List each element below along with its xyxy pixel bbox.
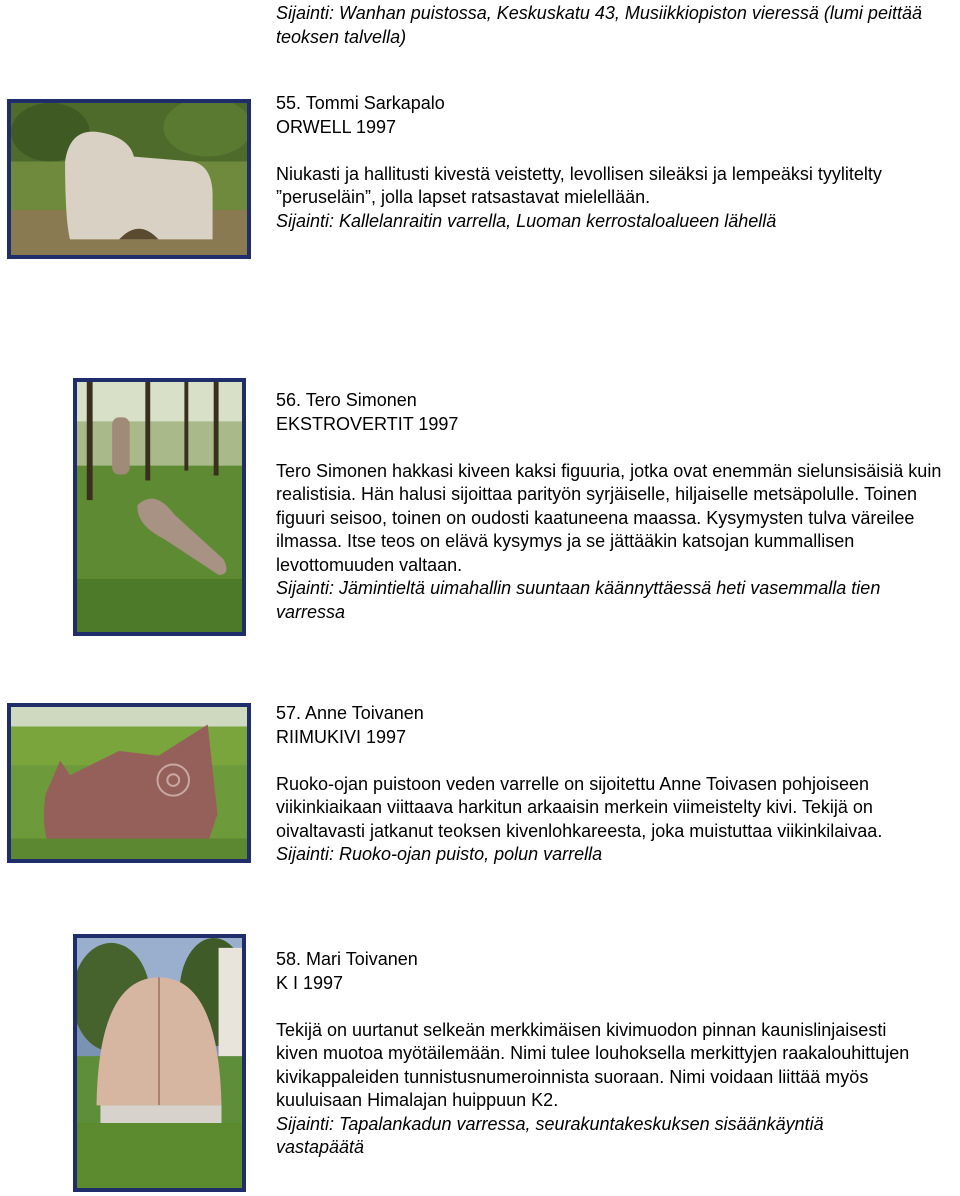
sculpture-photo-riimukivi [7,703,251,863]
entry-description: Tekijä on uurtanut selkeän merkkimäisen kivimuodon pinnan kaunislinjaisesti kiven muotoa myötäilemään. Nimi tulee louhoksella merkittyjen raakalouhittujen kivikappaleiden tunnistusnumeroinnista suoraan. Nimi voidaan liittää myös kuuluisaan Himalajan huippuun K2. [276,1019,910,1110]
intro-location-text: Sijainti: Wanhan puistossa, Keskuskatu 43, Musiikkiopiston vieressä (lumi peittää teoksen talvella) [276,3,922,47]
entry-56 [276,389,960,624]
entry-heading: 56. Tero Simonen [276,390,417,410]
entry-heading: 57. Anne Toivanen [276,703,424,723]
entry-heading: 58. Mari Toivanen [276,949,418,969]
sculpture-photo-ekstrovertit [73,378,246,636]
entry-title: RIIMUKIVI 1997 [276,726,407,747]
photo-image [77,938,242,1188]
entry-location: Sijainti: Tapalankadun varressa, seurakuntakeskuksen sisäänkäyntiä vastapäätä [276,1113,824,1157]
entry-58 [276,948,956,1160]
photo-image [11,707,247,859]
entry-location: Sijainti: Ruoko-ojan puisto, polun varrella [276,844,603,864]
entry-location: Sijainti: Kallelanraitin varrella, Luoman kerrostaloalueen lähellä [276,210,777,231]
entry-description: Ruoko-ojan puistoon veden varrelle on sijoitettu Anne Toivasen pohjoiseen viikinkiaikaan viittaava harkitun arkaaisin merkein viimeistelty kivi. Tekijä on oivaltavasti jatkanut teoksen kivenlohkareesta, joka muistuttaa viikinkilaivaa. [276,773,883,841]
intro-location [276,2,956,49]
entry-heading: 55. Tommi Sarkapalo [276,93,445,113]
entry-description: Tero Simonen hakkasi kiveen kaksi figuuria, jotka ovat enemmän sielunsisäisiä kuin realistisia. Hän halusi sijoittaa parityön syrjäiselle, hiljaiselle metsäpolulle. Toinen figuuri seisoo, toinen on oudosti kaatuneena maassa. Kysymysten tulva väreilee ilmassa. Itse teos on elävä kysymys ja se jättääkin katsojan kummallisen levottomuuden valtaan. [276,460,942,575]
entry-title: ORWELL 1997 [276,116,397,137]
entry-title: EKSTROVERTIT 1997 [276,413,459,434]
entry-57 [276,702,960,867]
sculpture-photo-orwell [7,99,251,259]
entry-55 [276,92,956,233]
sculpture-photo-ki [73,934,246,1192]
entry-description: Niukasti ja hallitusti kivestä veistetty, levollisen sileäksi ja lempeäksi tyylitelty ”peruseläin”, jolla lapset ratsastavat mielellään. [276,163,882,207]
entry-title: K I 1997 [276,972,344,993]
photo-image [77,382,242,632]
entry-location: Sijainti: Jämintieltä uimahallin suuntaan käännyttäessä heti vasemmalla tien varressa [276,578,881,622]
photo-image [11,103,247,255]
